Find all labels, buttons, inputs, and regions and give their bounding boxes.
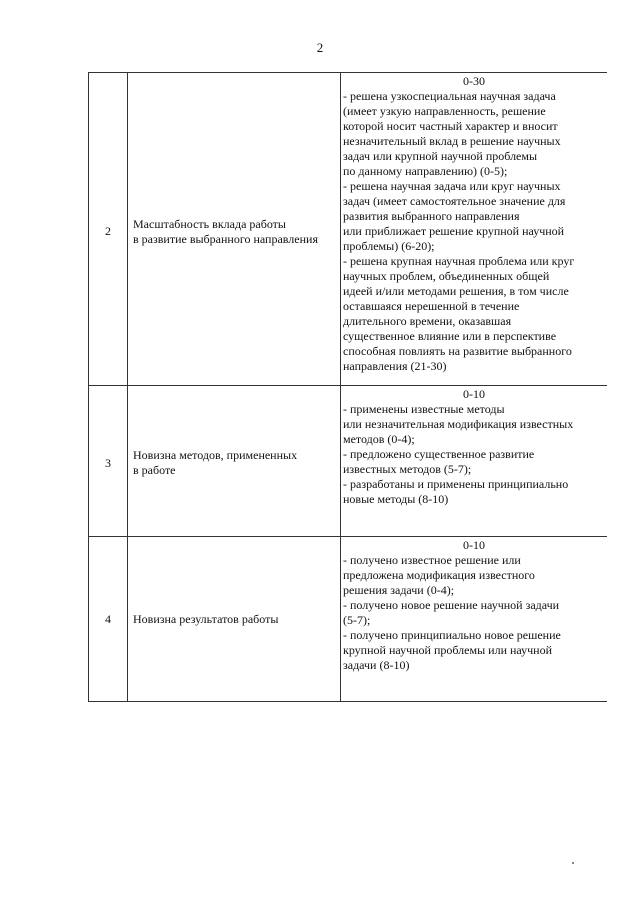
table-row [89, 386, 607, 537]
criterion-name-cell [128, 73, 341, 385]
criterion-name-line: Новизна результатов работы [133, 612, 279, 626]
criterion-description [341, 553, 607, 673]
row-number-cell [89, 386, 128, 536]
description-line: или приближает решение крупной научной [343, 224, 565, 238]
description-line: (имеет узкую направленность, решение [343, 104, 546, 118]
description-line: способная повлиять на развитие выбранного [343, 344, 572, 358]
criterion-description-cell [341, 73, 607, 385]
criterion-name-line: Новизна методов, примененных [133, 448, 298, 462]
description-line: задач (имеет самостоятельное значение для [343, 194, 566, 208]
description-line: - разработаны и применены принципиально [343, 477, 569, 491]
criterion-name-line: в развитие выбранного направления [133, 232, 318, 246]
criterion-name-cell [128, 386, 341, 536]
description-line: - получено новое решение научной задачи [343, 598, 560, 612]
description-line: решения задачи (0-4); [343, 583, 455, 597]
description-line: или незначительная модификация известных [343, 417, 574, 431]
row-number-cell [89, 73, 128, 385]
row-number-cell [89, 537, 128, 701]
description-line: - предложено существенное развитие [343, 447, 535, 461]
description-line: - получено принципиально новое решение [343, 628, 561, 642]
description-line: предложена модификация известного [343, 568, 535, 582]
criterion-description [341, 89, 607, 374]
criterion-description-cell [341, 386, 607, 536]
scan-artifact [572, 862, 574, 864]
row-number: 4 [105, 612, 111, 626]
description-line: - решена крупная научная проблема или круг [343, 254, 575, 268]
description-line: оставшаяся нерешенной в течение [343, 299, 520, 313]
criterion-name-cell [128, 537, 341, 701]
score-range: 0-30 [463, 74, 485, 88]
criteria-table [88, 72, 607, 702]
row-number: 2 [105, 224, 111, 238]
description-line: - решена научная задача или круг научных [343, 179, 561, 193]
description-line: которой носит частный характер и вносит [343, 119, 558, 133]
description-line: научных проблем, объединенных общей [343, 269, 550, 283]
row-number: 3 [105, 456, 111, 470]
description-line: - применены известные методы [343, 402, 505, 416]
criterion-name [133, 612, 278, 627]
score-range: 0-10 [463, 387, 485, 401]
criterion-description [341, 402, 607, 507]
criterion-name [133, 448, 297, 478]
score-range: 0-10 [463, 538, 485, 552]
description-line: по данному направлению) (0-5); [343, 164, 508, 178]
description-line: развития выбранного направления [343, 209, 520, 223]
description-line: известных методов (5-7); [343, 462, 472, 476]
description-line: (5-7); [343, 613, 371, 627]
description-line: идеей и/или методами решения, в том числе [343, 284, 569, 298]
description-line: направления (21-30) [343, 359, 447, 373]
description-line: задач или крупной научной проблемы [343, 149, 538, 163]
description-line: - получено известное решение или [343, 553, 521, 567]
criterion-name-line: в работе [133, 463, 176, 477]
description-line: длительного времени, оказавшая [343, 314, 512, 328]
page-number: 2 [316, 40, 324, 55]
description-line: - решена узкоспециальная научная задача [343, 89, 556, 103]
description-line: методов (0-4); [343, 432, 415, 446]
description-line: крупной научной проблемы или научной [343, 643, 553, 657]
description-line: проблемы) (6-20); [343, 239, 435, 253]
description-line: новые методы (8-10) [343, 492, 449, 506]
criterion-name [133, 217, 318, 247]
description-line: существенное влияние или в перспективе [343, 329, 557, 343]
table-row [89, 537, 607, 701]
description-line: незначительный вклад в решение научных [343, 134, 561, 148]
criterion-description-cell [341, 537, 607, 701]
criterion-name-line: Масштабность вклада работы [133, 217, 286, 231]
description-line: задачи (8-10) [343, 658, 410, 672]
table-row [89, 73, 607, 386]
